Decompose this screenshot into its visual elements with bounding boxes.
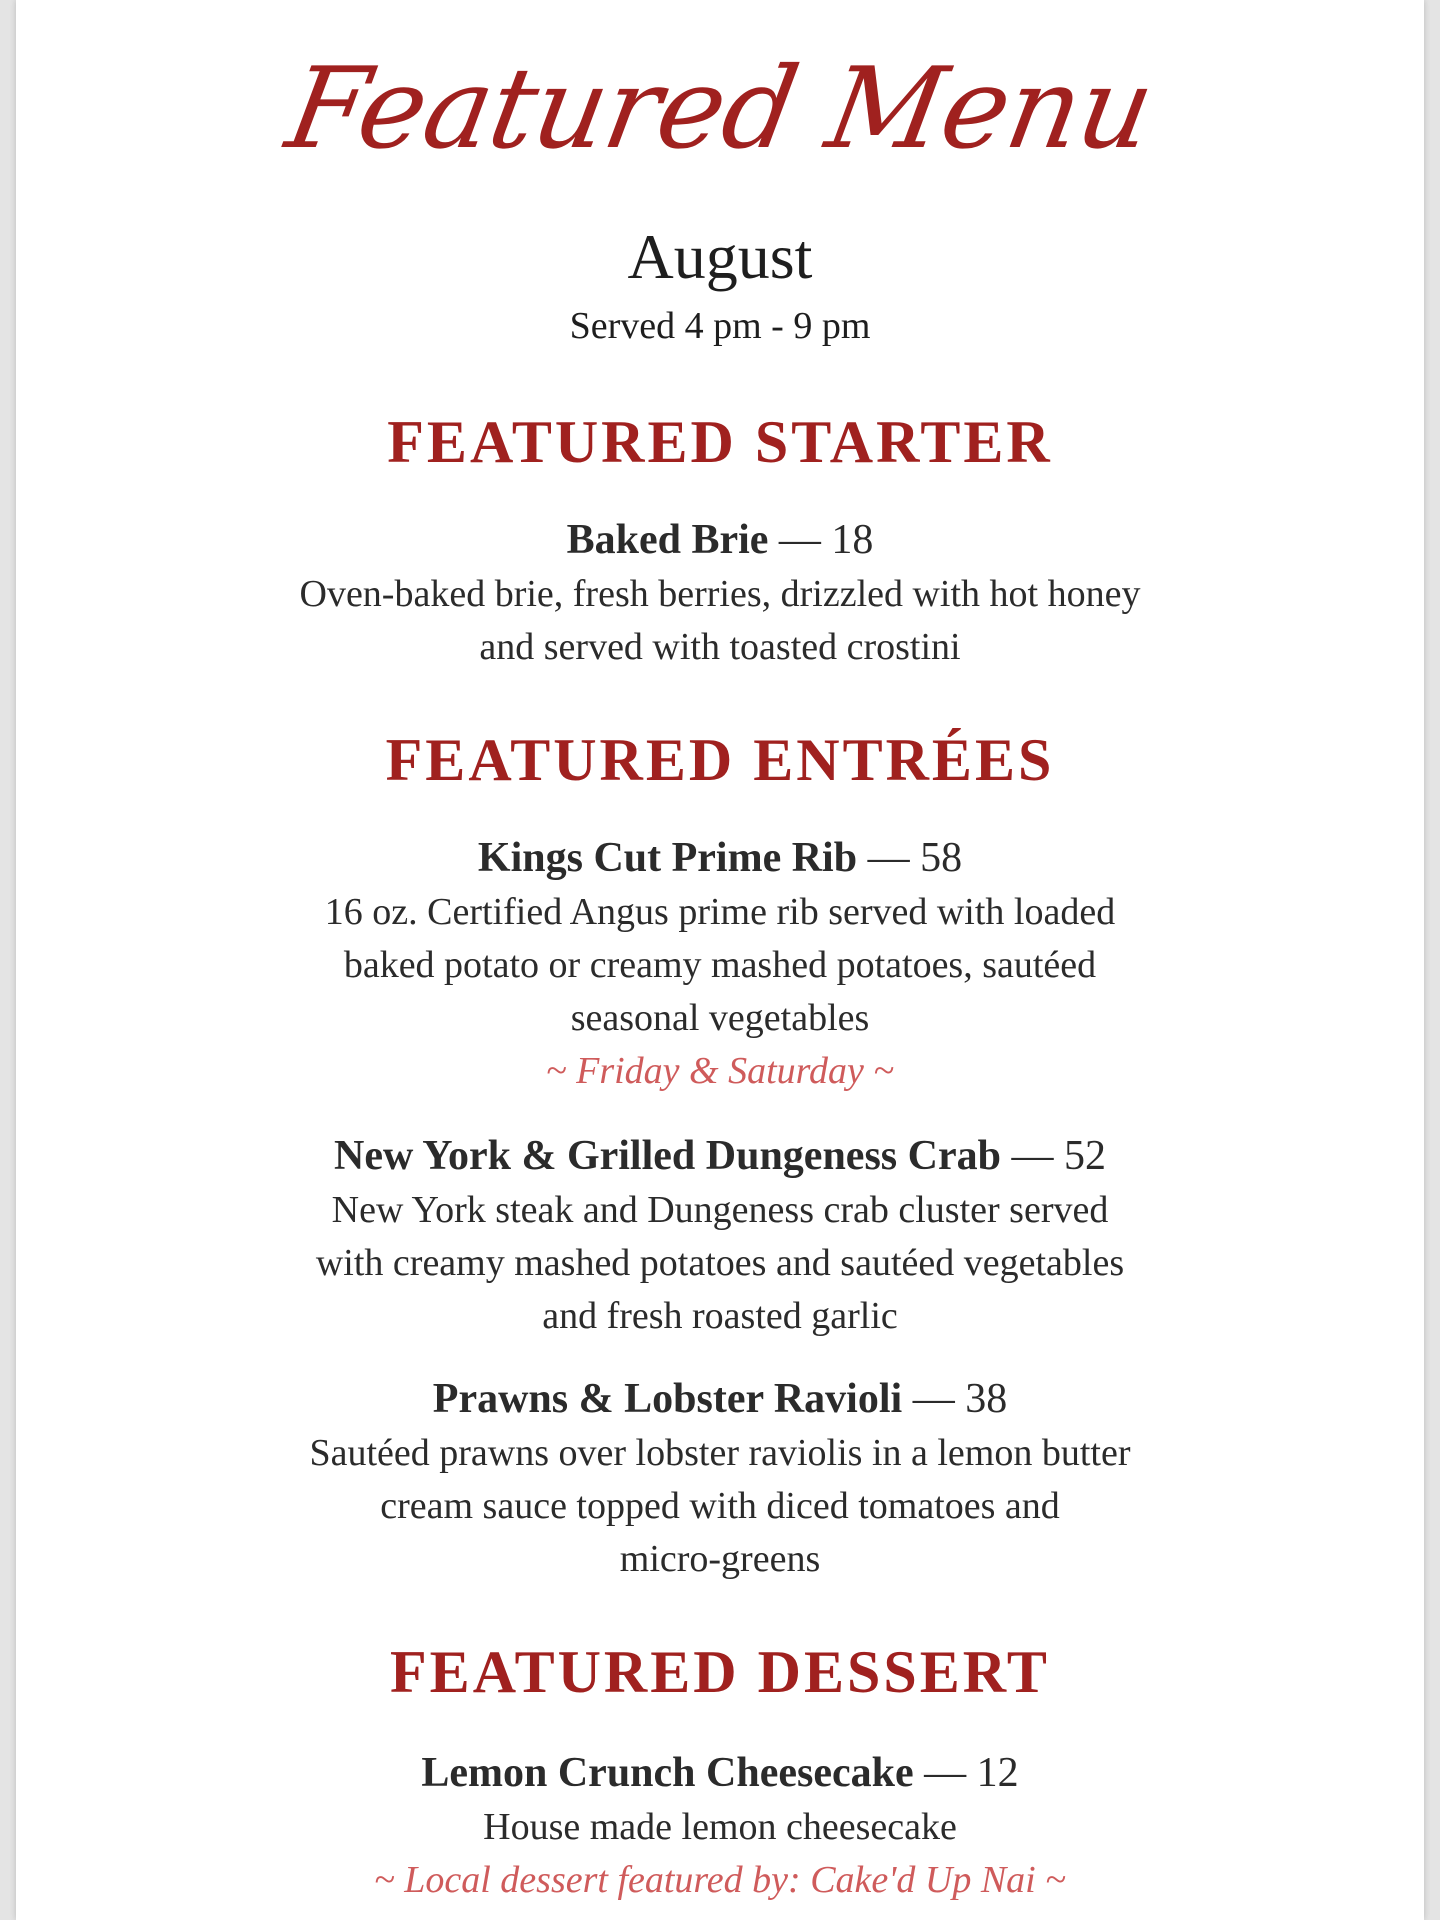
item-price: — 38 [912,1376,1008,1422]
item-description-line: Sautéed prawns over lobster raviolis in a lemon butter [309,1432,1131,1474]
menu-item-lemon-cheesecake [16,1745,1424,1907]
item-featured-note: ~ Local dessert featured by: Cake'd Up Nai ~ [374,1859,1066,1901]
menu-item-prime-rib [16,830,1424,1098]
item-name: New York & Grilled Dungeness Crab [334,1133,1001,1179]
menu-title: Featured Menu [278,44,1163,174]
item-description-line: cream sauce topped with diced tomatoes and [380,1485,1060,1527]
menu-page [16,0,1424,1920]
item-description-line: and fresh roasted garlic [542,1295,898,1337]
item-title-line [16,512,1424,568]
item-name: Lemon Crunch Cheesecake [421,1750,914,1796]
item-name: Baked Brie [566,517,769,563]
menu-item-prawns-lobster-ravioli [16,1371,1424,1586]
item-description-line: and served with toasted crostini [479,626,961,668]
item-description-line: New York steak and Dungeness crab cluster served [331,1189,1109,1231]
item-description-line: baked potato or creamy mashed potatoes, sautéed [343,944,1097,986]
item-price: — 58 [867,835,963,881]
item-description-line: micro-greens [619,1538,821,1580]
item-price: — 18 [778,517,874,563]
menu-item-baked-brie [16,512,1424,674]
item-name: Kings Cut Prime Rib [477,835,858,881]
section-heading-entrees: FEATURED ENTRÉES [385,727,1055,793]
item-title-line [16,1371,1424,1427]
section-heading-dessert: FEATURED DESSERT [390,1639,1050,1705]
item-description-line: Oven-baked brie, fresh berries, drizzled with hot honey [299,573,1141,615]
section-heading-starter: FEATURED STARTER [387,409,1053,475]
item-description-line: seasonal vegetables [570,997,870,1039]
item-description-line: with creamy mashed potatoes and sautéed vegetables [315,1242,1125,1284]
item-title-line [16,830,1424,886]
item-title-line [16,1128,1424,1184]
item-name: Prawns & Lobster Ravioli [432,1376,903,1422]
item-price: — 12 [924,1750,1019,1796]
item-availability-note: ~ Friday & Saturday ~ [546,1050,894,1092]
item-description-line: 16 oz. Certified Angus prime rib served with loaded [324,891,1116,933]
item-price: — 52 [1011,1133,1106,1179]
item-title-line [16,1745,1424,1801]
item-description-line: House made lemon cheesecake [483,1806,957,1848]
menu-item-ny-dungeness-crab [16,1128,1424,1343]
menu-month: August [627,221,813,292]
service-hours: Served 4 pm - 9 pm [569,305,871,347]
